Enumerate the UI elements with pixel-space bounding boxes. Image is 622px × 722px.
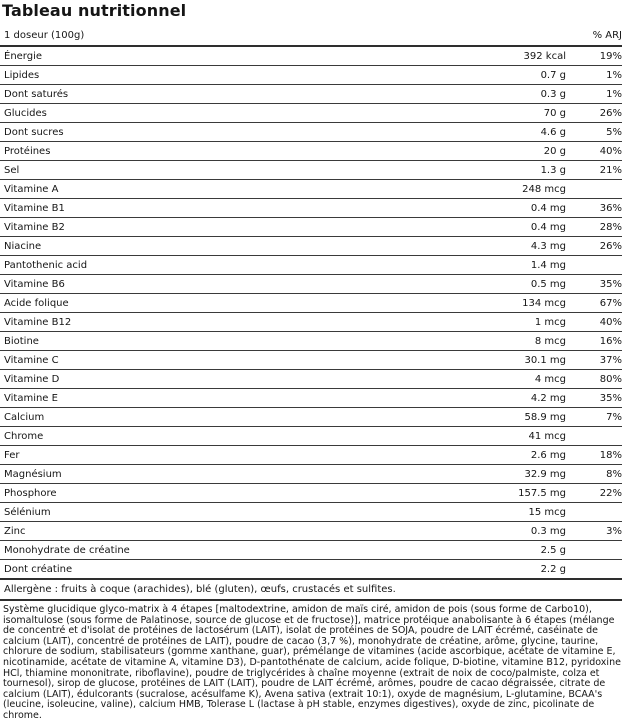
nutrient-label: Vitamine B6	[4, 278, 65, 290]
nutrition-rows	[0, 47, 622, 580]
nutrient-arj: 28%	[599, 221, 622, 233]
nutrient-label: Énergie	[4, 50, 43, 62]
nutrient-value: 0.5 mg	[530, 278, 566, 290]
nutrient-value: 58.9 mg	[524, 411, 566, 423]
nutrient-value: 4.2 mg	[530, 392, 566, 404]
nutrient-label: Magnésium	[4, 468, 62, 480]
nutrient-arj: 67%	[599, 297, 622, 309]
nutrient-value: 1 mcg	[534, 316, 566, 328]
nutrient-value: 0.7 g	[540, 69, 566, 81]
nutrient-value: 134 mcg	[522, 297, 566, 309]
nutrient-label: Chrome	[4, 430, 44, 442]
nutrient-arj: 21%	[599, 164, 622, 176]
nutrient-label: Dont créatine	[4, 563, 73, 575]
table-row	[0, 85, 622, 104]
allergen-note: Allergène : fruits à coque (arachides), blé (gluten), œufs, crustacés et sulfites.	[0, 580, 622, 601]
nutrient-arj: 16%	[599, 335, 622, 347]
nutrient-arj: 8%	[606, 468, 622, 480]
nutrient-label: Glucides	[4, 107, 47, 119]
table-row	[0, 256, 622, 275]
table-row	[0, 484, 622, 503]
table-row	[0, 294, 622, 313]
nutrient-value: 4 mcg	[534, 373, 566, 385]
nutrient-value: 157.5 mg	[518, 487, 566, 499]
nutrient-label: Sélénium	[4, 506, 51, 518]
ingredients-text: Système glucidique glyco-matrix à 4 étapes [maltodextrine, amidon de maïs ciré, amidon de pois (sous forme de Carbo10), isomaltulose (sous forme de Palatinose, source de glucose et de fructose)], matrice protéique anabolisante à 6 étapes (mélange de concentré et d'isolat de protéines de lactosérum (LAIT), isolat de protéines de SOJA, poudre de LAIT écrémé, caséinate de calcium (LAIT), concentré de protéines de LAIT), poudre de cacao (3,7 %), monohydrate de créatine, arôme, glycine, taurine, chlorure de sodium, stabilisateurs (gomme xanthane, guar), prémélange de vitamines (acide ascorbique, acétate de vitamine E, nicotinamide, acétate de vitamine A, vitamine D3), D-pantothénate de calcium, acide folique, D-biotine, vitamine B12, pyridoxine HCl, thiamine mononitrate, riboflavine), poudre de triglycérides à chaîne moyenne (extrait de noix de coco/palmiste, colza et tournesol), sirop de glucose, protéines de LAIT (LAIT), poudre de LAIT écrémé, arômes, poudre de cacao dégraissée, citrate de calcium (LAIT), édulcorants (sucralose, acésulfame K), Avena sativa (extrait 10:1), oxyde de magnésium, L-glutamine, BCAA's (leucine, isoleucine, valine), calcium HMB, Tolerase L (lactase à pH stable, enzymes digestives), oxyde de zinc, picolinate de chrome.	[3, 604, 621, 721]
table-row	[0, 66, 622, 85]
nutrient-value: 2.6 mg	[530, 449, 566, 461]
table-row	[0, 351, 622, 370]
nutrient-label: Monohydrate de créatine	[4, 544, 130, 556]
table-row	[0, 180, 622, 199]
nutrient-label: Vitamine C	[4, 354, 59, 366]
table-row	[0, 218, 622, 237]
table-row	[0, 560, 622, 580]
table-row	[0, 237, 622, 256]
nutrient-label: Vitamine E	[4, 392, 58, 404]
nutrient-label: Acide folique	[4, 297, 69, 309]
nutrient-value: 4.3 mg	[530, 240, 566, 252]
page-title: Tableau nutritionnel	[2, 1, 187, 20]
nutrient-value: 41 mcg	[528, 430, 566, 442]
nutrient-value: 1.4 mg	[530, 259, 566, 271]
nutrient-value: 2.5 g	[540, 544, 566, 556]
nutrient-label: Protéines	[4, 145, 51, 157]
nutrient-label: Calcium	[4, 411, 45, 423]
table-row	[0, 161, 622, 180]
table-row	[0, 465, 622, 484]
nutrition-table	[0, 30, 622, 580]
table-row	[0, 522, 622, 541]
nutrient-arj: 19%	[599, 50, 622, 62]
nutrient-value: 0.3 g	[540, 88, 566, 100]
nutrient-value: 32.9 mg	[524, 468, 566, 480]
table-row	[0, 47, 622, 66]
nutrient-arj: 3%	[606, 525, 622, 537]
nutrient-label: Fer	[4, 449, 20, 461]
table-row	[0, 427, 622, 446]
nutrient-label: Lipides	[4, 69, 40, 81]
nutrient-arj: 18%	[599, 449, 622, 461]
table-row	[0, 332, 622, 351]
nutrient-value: 4.6 g	[540, 126, 566, 138]
nutrient-arj: 40%	[599, 145, 622, 157]
nutrient-arj: 35%	[599, 392, 622, 404]
nutrient-label: Vitamine D	[4, 373, 60, 385]
nutrient-value: 0.3 mg	[530, 525, 566, 537]
table-row	[0, 541, 622, 560]
nutrient-label: Biotine	[4, 335, 39, 347]
table-row	[0, 123, 622, 142]
table-row	[0, 503, 622, 522]
nutrient-value: 30.1 mg	[524, 354, 566, 366]
nutrient-arj: 26%	[599, 240, 622, 252]
nutrient-arj: 22%	[599, 487, 622, 499]
nutrient-label: Dont saturés	[4, 88, 69, 100]
table-row	[0, 389, 622, 408]
nutrient-arj: 5%	[606, 126, 622, 138]
table-row	[0, 370, 622, 389]
nutrient-value: 20 g	[543, 145, 566, 157]
table-row	[0, 313, 622, 332]
nutrient-label: Zinc	[4, 525, 26, 537]
nutrient-arj: 35%	[599, 278, 622, 290]
nutrient-value: 70 g	[543, 107, 566, 119]
nutrient-label: Vitamine B12	[4, 316, 72, 328]
nutrient-label: Vitamine B2	[4, 221, 65, 233]
serving-size-label: 1 doseur (100g)	[4, 30, 85, 41]
nutrition-table-header	[0, 30, 622, 47]
nutrient-arj: 26%	[599, 107, 622, 119]
nutrient-arj: 7%	[606, 411, 622, 423]
nutrient-value: 1.3 g	[540, 164, 566, 176]
nutrient-value: 392 kcal	[523, 50, 566, 62]
nutrient-label: Niacine	[4, 240, 42, 252]
table-row	[0, 446, 622, 465]
nutrient-arj: 37%	[599, 354, 622, 366]
nutrient-value: 0.4 mg	[530, 202, 566, 214]
nutrient-arj: 1%	[606, 69, 622, 81]
nutrient-label: Vitamine B1	[4, 202, 65, 214]
nutrient-value: 8 mcg	[534, 335, 566, 347]
nutrient-label: Dont sucres	[4, 126, 64, 138]
nutrient-arj: 1%	[606, 88, 622, 100]
table-row	[0, 408, 622, 427]
table-row	[0, 275, 622, 294]
nutrient-label: Pantothenic acid	[4, 259, 88, 271]
nutrient-label: Sel	[4, 164, 20, 176]
table-row	[0, 142, 622, 161]
nutrient-value: 248 mcg	[522, 183, 566, 195]
nutrient-value: 0.4 mg	[530, 221, 566, 233]
nutrient-label: Vitamine A	[4, 183, 59, 195]
table-row	[0, 199, 622, 218]
arj-column-header: % ARJ	[592, 30, 622, 41]
nutrient-arj: 40%	[599, 316, 622, 328]
nutrient-label: Phosphore	[4, 487, 57, 499]
nutrient-arj: 36%	[599, 202, 622, 214]
nutrient-value: 2.2 g	[540, 563, 566, 575]
nutrient-value: 15 mcg	[528, 506, 566, 518]
nutrient-arj: 80%	[599, 373, 622, 385]
table-row	[0, 104, 622, 123]
